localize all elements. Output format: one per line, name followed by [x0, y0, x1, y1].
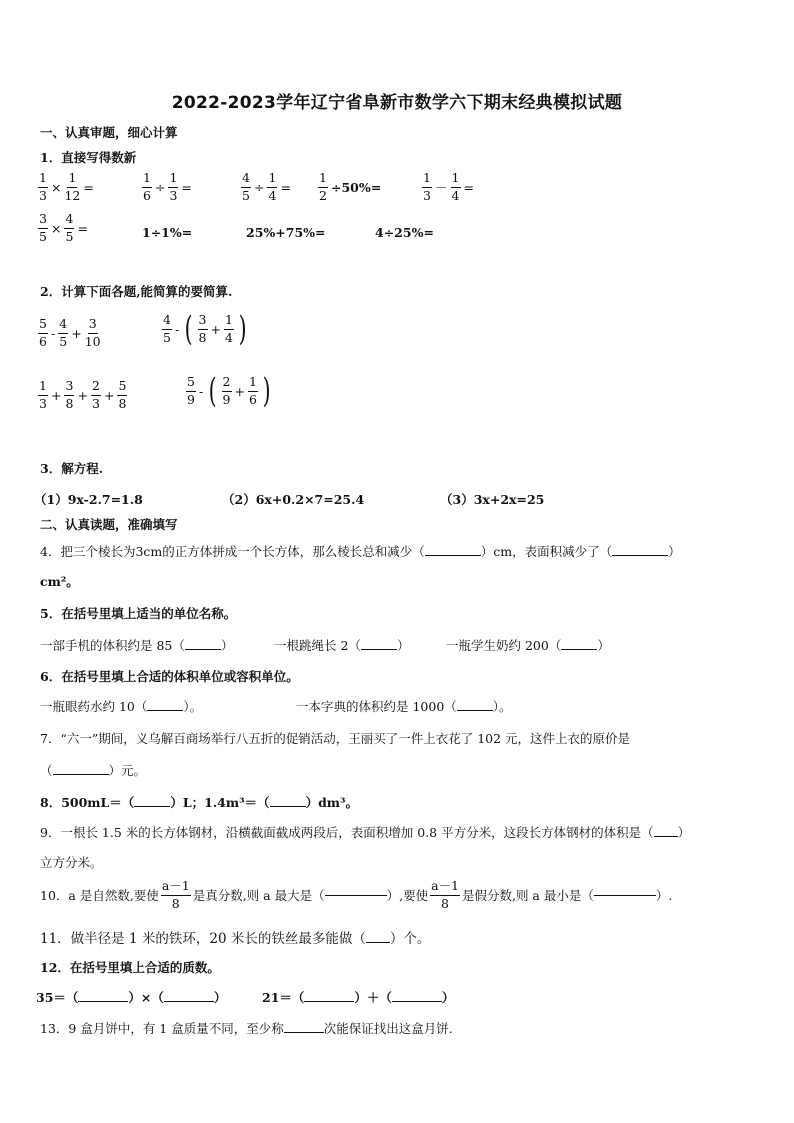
- fraction: $\frac{1}{4}$: [451, 170, 460, 203]
- answer-blank[interactable]: [594, 895, 656, 896]
- question-5-part-3: 一瓶学生奶约 200（ ）: [446, 638, 610, 653]
- question-5-part-2: 一根跳绳长 2（ ）: [274, 638, 410, 653]
- answer-blank[interactable]: [284, 1032, 324, 1033]
- fraction: $\frac{a-1}{8}$: [431, 878, 459, 911]
- fraction: $\frac{1}{6}$: [249, 374, 257, 407]
- section-2-heading: 二、认真读题，准确填写: [40, 517, 178, 532]
- q1-item-8: 25%+75%=: [246, 225, 326, 240]
- q2-expression-4: $\frac{5}{9}$ - ( $\frac{2}{9}$ + $\frac{1}{6}$ ): [187, 371, 271, 411]
- answer-blank[interactable]: [361, 649, 397, 650]
- answer-blank[interactable]: [53, 774, 109, 775]
- fraction: $\frac{1}{3}$: [423, 170, 431, 203]
- equation-1: （1）9x-2.7=1.8: [34, 492, 143, 507]
- fraction: $\frac{1}{2}$: [319, 170, 327, 203]
- fraction: $\frac{3}{8}$: [65, 378, 74, 411]
- q1-item-7: 1÷1%=: [142, 225, 193, 240]
- question-5-label: 5．在括号里填上适当的单位名称。: [40, 606, 237, 621]
- fraction: $\frac{1}{3}$: [39, 170, 47, 203]
- page-title: 2022-2023学年辽宁省阜新市数学六下期末经典模拟试题: [171, 93, 623, 113]
- answer-blank[interactable]: [561, 649, 597, 650]
- fraction: $\frac{3}{10}$: [84, 316, 101, 349]
- answer-blank[interactable]: [134, 806, 170, 807]
- question-8: 8．500mL＝（ ）L；1.4m³＝（ ）dm³。: [40, 795, 359, 810]
- fraction: $\frac{4}{5}$: [163, 312, 171, 345]
- fraction: $\frac{3}{8}$: [198, 312, 207, 345]
- answer-blank[interactable]: [392, 1001, 442, 1002]
- fraction: $\frac{1}{6}$: [143, 170, 151, 203]
- fraction: $\frac{4}{5}$: [65, 211, 74, 244]
- answer-blank[interactable]: [185, 649, 221, 650]
- question-1-label: 1．直接写得数新: [40, 150, 137, 165]
- question-4-unit: cm²。: [40, 574, 79, 589]
- fraction: $\frac{3}{5}$: [39, 211, 47, 244]
- answer-blank[interactable]: [147, 710, 183, 711]
- question-11: 11．做半径是 1 米的铁环，20 米长的铁丝最多能做（ ）个。: [40, 931, 431, 947]
- question-4: 4．把三个棱长为3cm的正方体拼成一个长方体，那么棱长总和减少（ ）cm，表面积减少了（ ）: [40, 544, 681, 559]
- fraction: $\frac{a-1}{8}$: [161, 878, 190, 911]
- fraction: $\frac{1}{12}$: [64, 170, 81, 203]
- answer-blank[interactable]: [425, 555, 481, 556]
- fraction: $\frac{5}{9}$: [187, 374, 195, 407]
- question-3-label: 3．解方程.: [40, 461, 104, 476]
- fraction: $\frac{4}{5}$: [242, 170, 250, 203]
- question-7: 7．“六一”期间，义乌解百商场举行八五折的促销活动，王丽买了一件上衣花了 102 元，这件上衣的原价是: [40, 731, 631, 746]
- question-9-unit: 立方分米。: [40, 855, 103, 870]
- fraction: $\frac{1}{3}$: [169, 170, 178, 203]
- fraction: $\frac{5}{8}$: [118, 378, 127, 411]
- answer-blank[interactable]: [612, 555, 668, 556]
- q1-item-5: $\frac{1}{3}$ － $\frac{1}{4}$ =: [423, 170, 474, 203]
- answer-blank[interactable]: [325, 895, 387, 896]
- question-6-label: 6．在括号里填上合适的体积单位或容积单位。: [40, 669, 299, 684]
- question-6-part-1: 一瓶眼药水约 10（ ）。: [40, 699, 203, 714]
- answer-blank[interactable]: [366, 942, 390, 943]
- question-10: 10．a 是自然数,要使 $\frac{a-1}{8}$ 是真分数,则 a 最大是（ ）,要使 $\frac{a-1}{8}$ 是假分数,则 a 最小是（ ）.: [40, 878, 673, 911]
- q2-expression-3: $\frac{1}{3}$ + $\frac{3}{8}$ + $\frac{2}{3}$ + $\frac{5}{8}$: [39, 378, 127, 411]
- equation-3: （3）3x+2x=25: [440, 492, 545, 507]
- answer-blank[interactable]: [457, 710, 493, 711]
- question-6-part-2: 一本字典的体积约是 1000（ ）。: [296, 699, 512, 714]
- equation-2: （2）6x+0.2×7=25.4: [222, 492, 365, 507]
- question-9: 9．一根长 1.5 米的长方体钢材，沿横截面截成两段后，表面积增加 0.8 平方分米，这段长方体钢材的体积是（ ）: [40, 825, 691, 840]
- answer-blank[interactable]: [270, 806, 306, 807]
- answer-blank[interactable]: [164, 1001, 214, 1002]
- fraction: $\frac{1}{3}$: [39, 378, 47, 411]
- fraction: $\frac{2}{3}$: [91, 378, 100, 411]
- q1-item-9: 4÷25%=: [375, 225, 434, 240]
- q1-item-6: $\frac{3}{5}$ × $\frac{4}{5}$ =: [39, 211, 88, 244]
- fraction: $\frac{4}{5}$: [59, 316, 68, 349]
- answer-blank[interactable]: [78, 1001, 128, 1002]
- fraction: $\frac{1}{4}$: [268, 170, 277, 203]
- fraction: $\frac{1}{4}$: [225, 312, 233, 345]
- question-13: 13．9 盒月饼中，有 1 盒质量不同，至少称 次能保证找出这盒月饼.: [40, 1021, 453, 1036]
- q1-item-2: $\frac{1}{6}$ ÷ $\frac{1}{3}$ =: [143, 170, 192, 203]
- question-2-label: 2．计算下面各题,能简算的要简算.: [40, 284, 233, 299]
- q1-item-4: $\frac{1}{2}$ ÷50%=: [319, 170, 382, 203]
- fraction: $\frac{2}{9}$: [222, 374, 231, 407]
- question-12-part-1: 35＝（ ）×（ ）: [36, 990, 227, 1005]
- q2-expression-1: $\frac{5}{6}$ - $\frac{4}{5}$ + $\frac{3}{10}$: [39, 316, 101, 349]
- answer-blank[interactable]: [304, 1001, 354, 1002]
- question-7-answer: （ ）元。: [40, 763, 147, 778]
- q2-expression-2: $\frac{4}{5}$ - ( $\frac{3}{8}$ + $\frac{1}{4}$ ): [163, 309, 247, 349]
- question-5-part-1: 一部手机的体积约是 85（ ）: [40, 638, 234, 653]
- section-1-heading: 一、认真审题，细心计算: [40, 125, 178, 140]
- q1-item-3: $\frac{4}{5}$ ÷ $\frac{1}{4}$ =: [242, 170, 291, 203]
- question-12-part-2: 21＝（ ）＋（ ）: [262, 990, 455, 1005]
- answer-blank[interactable]: [654, 836, 678, 837]
- q1-item-1: $\frac{1}{3}$ × $\frac{1}{12}$ =: [39, 170, 94, 203]
- fraction: $\frac{5}{6}$: [39, 316, 47, 349]
- question-12-label: 12．在括号里填上合适的质数。: [40, 960, 220, 975]
